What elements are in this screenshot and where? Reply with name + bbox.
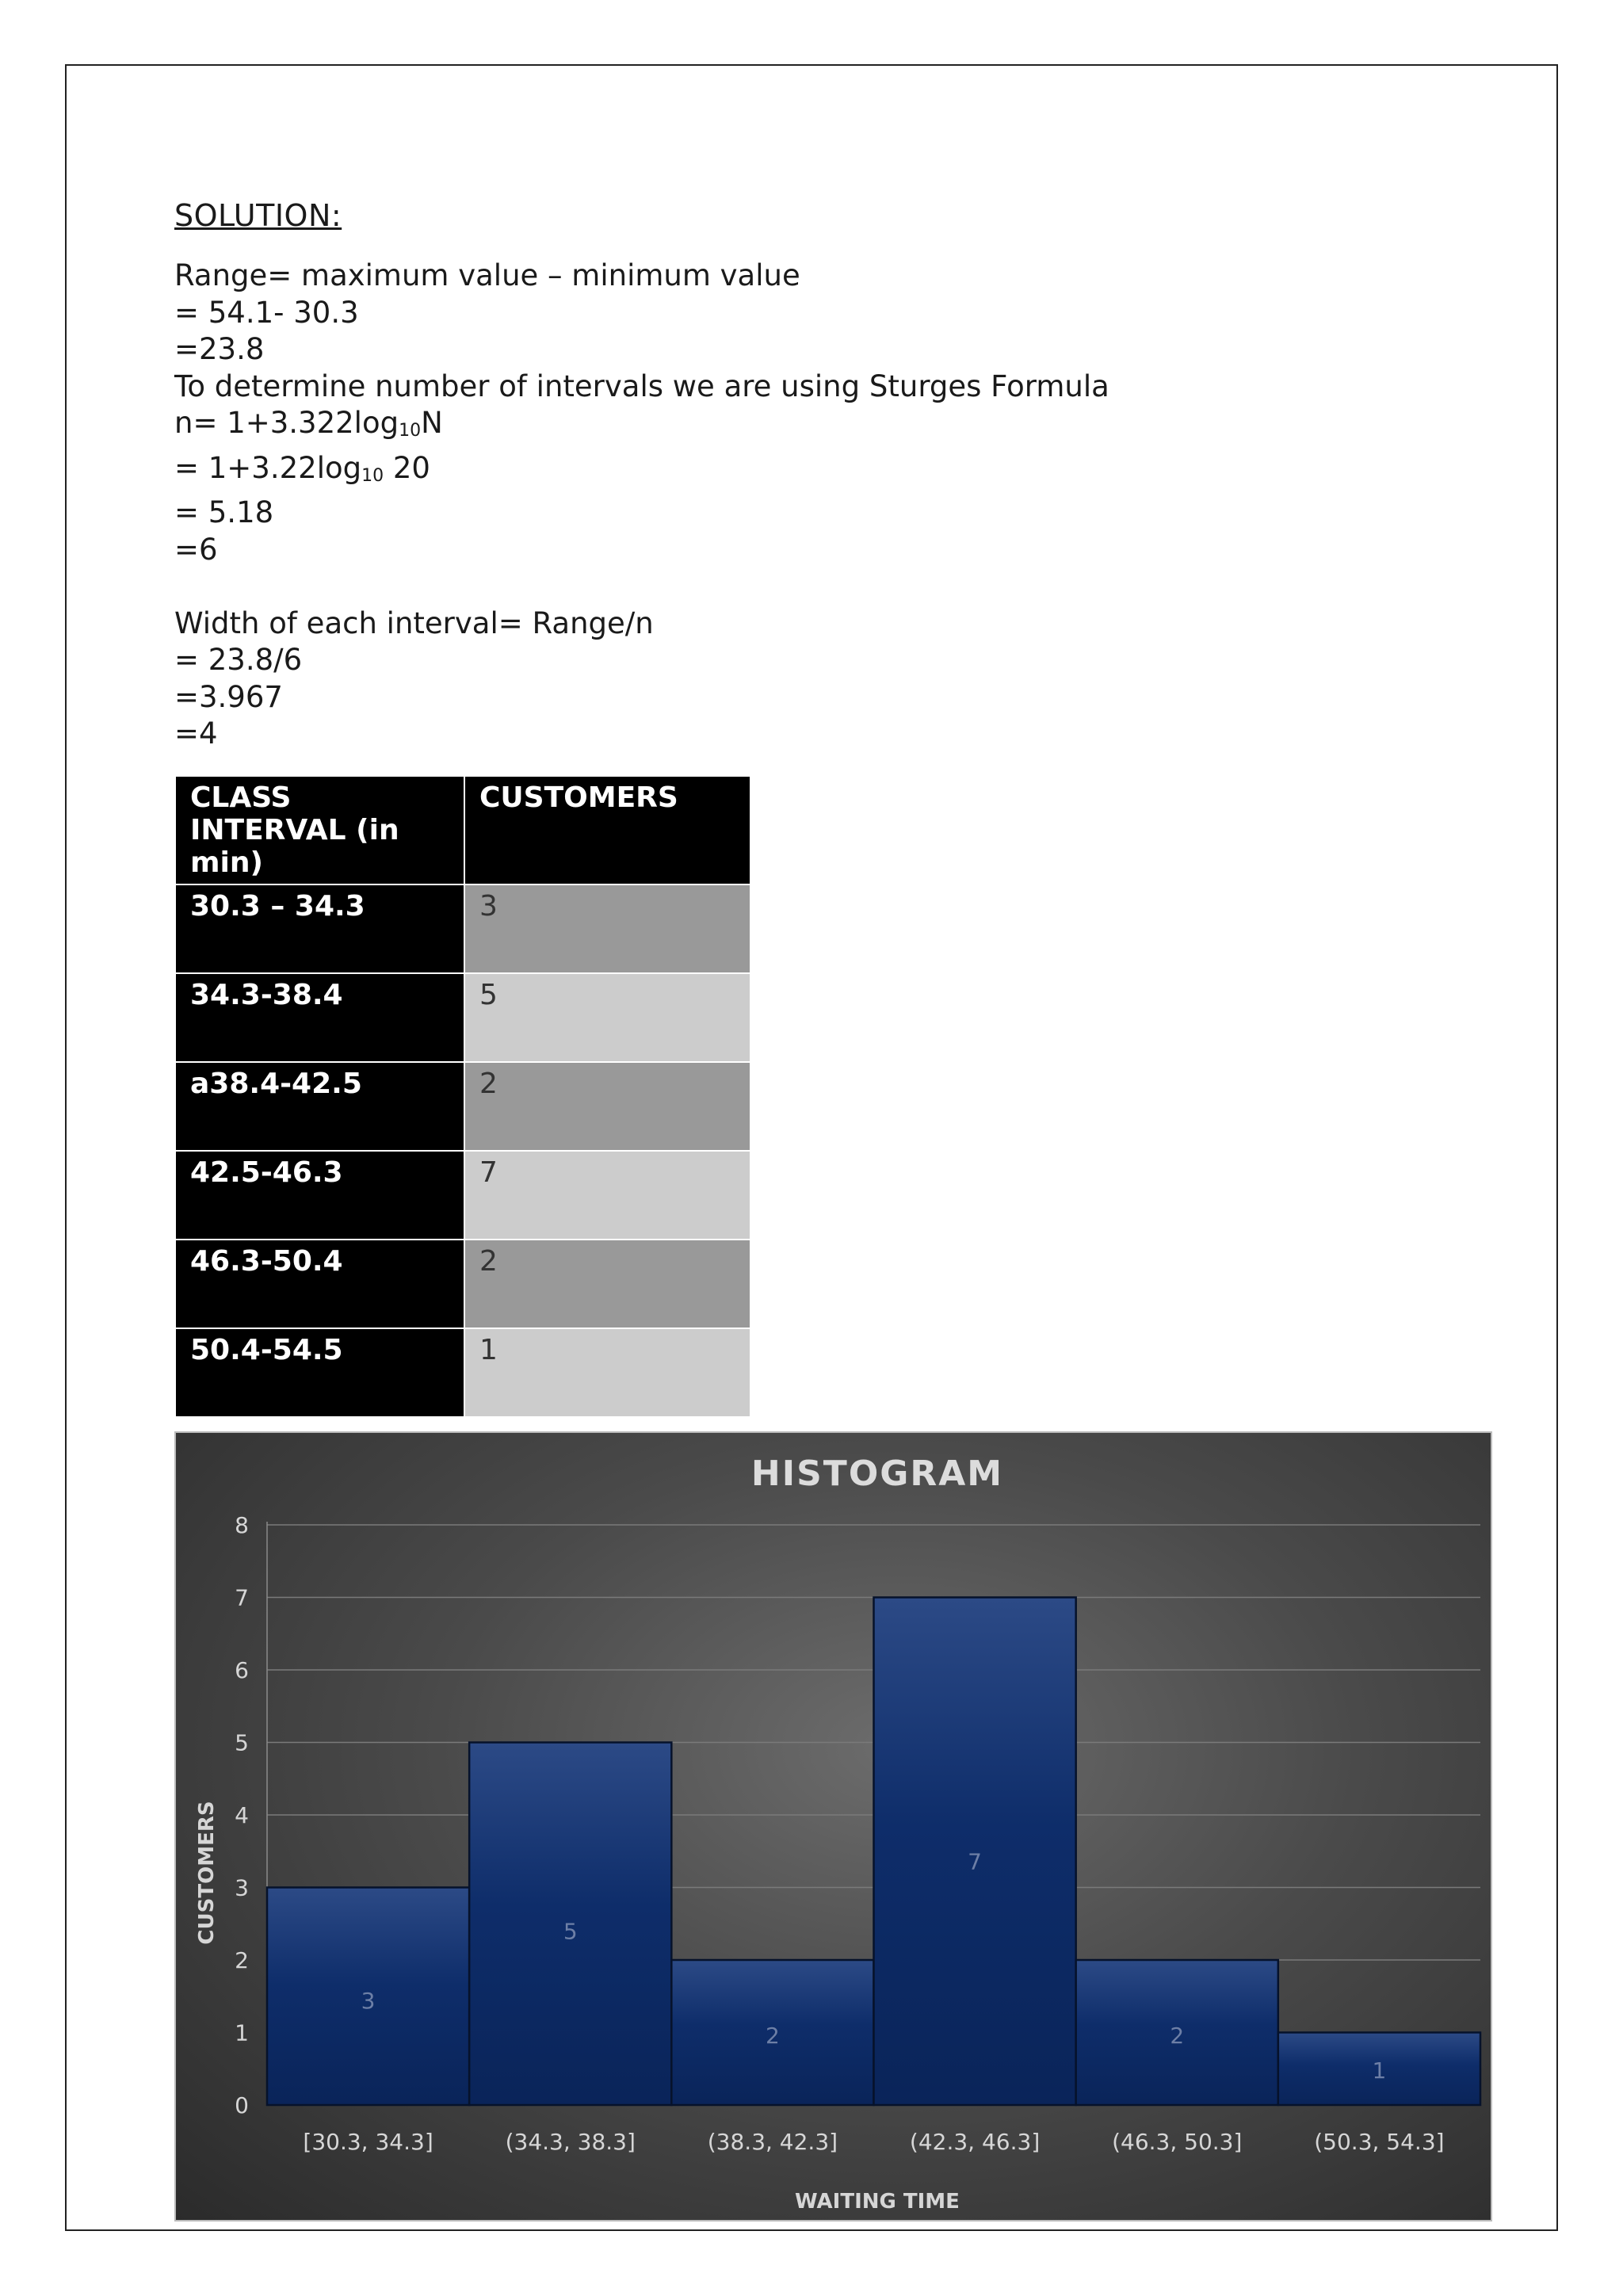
y-tick-label: 8 bbox=[235, 1512, 249, 1538]
bars bbox=[267, 1598, 1480, 2106]
solution-heading: SOLUTION: bbox=[174, 198, 342, 233]
range-result: =23.8 bbox=[174, 332, 265, 366]
customers-cell: 2 bbox=[464, 1062, 750, 1151]
width-rounded: =4 bbox=[174, 716, 218, 751]
range-substitution: = 54.1- 30.3 bbox=[174, 295, 359, 330]
y-tick-label: 3 bbox=[235, 1874, 249, 1901]
interval-cell: 46.3-50.4 bbox=[175, 1240, 464, 1328]
x-category-label: (50.3, 54.3] bbox=[1314, 2129, 1445, 2155]
sturges-intro: To determine number of intervals we are using Sturges Formula bbox=[174, 369, 1109, 403]
customers-cell: 2 bbox=[464, 1240, 750, 1328]
y-axis-title: CUSTOMERS bbox=[195, 1801, 219, 1945]
histogram-svg bbox=[176, 1433, 1494, 2223]
x-category-label: [30.3, 34.3] bbox=[303, 2129, 433, 2155]
spacer bbox=[174, 568, 1109, 606]
x-category-label: (38.3, 42.3] bbox=[707, 2129, 838, 2155]
calculation-block bbox=[174, 258, 1109, 753]
y-tick-label: 0 bbox=[235, 2092, 249, 2118]
x-category-label: (34.3, 38.3] bbox=[505, 2129, 636, 2155]
x-axis-categories bbox=[303, 2129, 1444, 2155]
chart-title: HISTOGRAM bbox=[750, 1454, 1004, 1494]
bar-data-label: 7 bbox=[968, 1848, 982, 1875]
y-tick-label: 4 bbox=[235, 1802, 249, 1828]
sturges-formula-text: n= 1+3.322log bbox=[174, 406, 399, 440]
table-row bbox=[175, 1328, 750, 1417]
sturges-substitution bbox=[174, 450, 1109, 495]
y-axis-ticks bbox=[235, 1512, 249, 2118]
y-tick-label: 7 bbox=[235, 1584, 249, 1611]
table-header-row bbox=[175, 776, 750, 884]
width-substitution: = 23.8/6 bbox=[174, 643, 303, 677]
table-row bbox=[175, 1151, 750, 1240]
interval-cell: 50.4-54.5 bbox=[175, 1328, 464, 1417]
frequency-table bbox=[174, 775, 751, 1418]
bar-data-label: 2 bbox=[766, 2023, 780, 2050]
x-category-label: (46.3, 50.3] bbox=[1112, 2129, 1243, 2155]
table-row bbox=[175, 1240, 750, 1328]
bar-data-label: 3 bbox=[361, 1988, 376, 2015]
range-formula: Range= maximum value – minimum value bbox=[174, 258, 800, 292]
x-axis-title: WAITING TIME bbox=[795, 2190, 960, 2214]
customers-cell: 3 bbox=[464, 884, 750, 973]
n-value: = 5.18 bbox=[174, 495, 274, 529]
bar-data-label: 2 bbox=[1170, 2023, 1185, 2050]
y-tick-label: 2 bbox=[235, 1947, 249, 1973]
y-tick-label: 1 bbox=[235, 2019, 249, 2046]
interval-cell: a38.4-42.5 bbox=[175, 1062, 464, 1151]
table-row bbox=[175, 973, 750, 1062]
customers-cell: 7 bbox=[464, 1151, 750, 1240]
log-base: 10 bbox=[361, 465, 384, 486]
x-category-label: (42.3, 46.3] bbox=[909, 2129, 1041, 2155]
sturges-sub-text: = 1+3.22log bbox=[174, 450, 362, 485]
width-value: =3.967 bbox=[174, 679, 283, 714]
sturges-formula-tail: N bbox=[421, 406, 443, 440]
width-formula: Width of each interval= Range/n bbox=[174, 606, 654, 640]
header-customers: CUSTOMERS bbox=[464, 776, 750, 884]
interval-cell: 30.3 – 34.3 bbox=[175, 884, 464, 973]
log-base: 10 bbox=[399, 421, 422, 441]
bar-data-label: 1 bbox=[1372, 2057, 1387, 2084]
sturges-formula bbox=[174, 405, 1109, 450]
customers-cell: 1 bbox=[464, 1328, 750, 1417]
bar-data-label: 5 bbox=[563, 1918, 578, 1945]
y-tick-label: 6 bbox=[235, 1657, 249, 1683]
interval-cell: 34.3-38.4 bbox=[175, 973, 464, 1062]
histogram-chart bbox=[174, 1431, 1492, 2222]
sturges-sub-tail: 20 bbox=[384, 450, 430, 485]
interval-cell: 42.5-46.3 bbox=[175, 1151, 464, 1240]
header-class-interval: CLASS INTERVAL (in min) bbox=[175, 776, 464, 884]
customers-cell: 5 bbox=[464, 973, 750, 1062]
table-row bbox=[175, 884, 750, 973]
y-tick-label: 5 bbox=[235, 1729, 249, 1756]
n-rounded: =6 bbox=[174, 532, 218, 567]
table-row bbox=[175, 1062, 750, 1151]
